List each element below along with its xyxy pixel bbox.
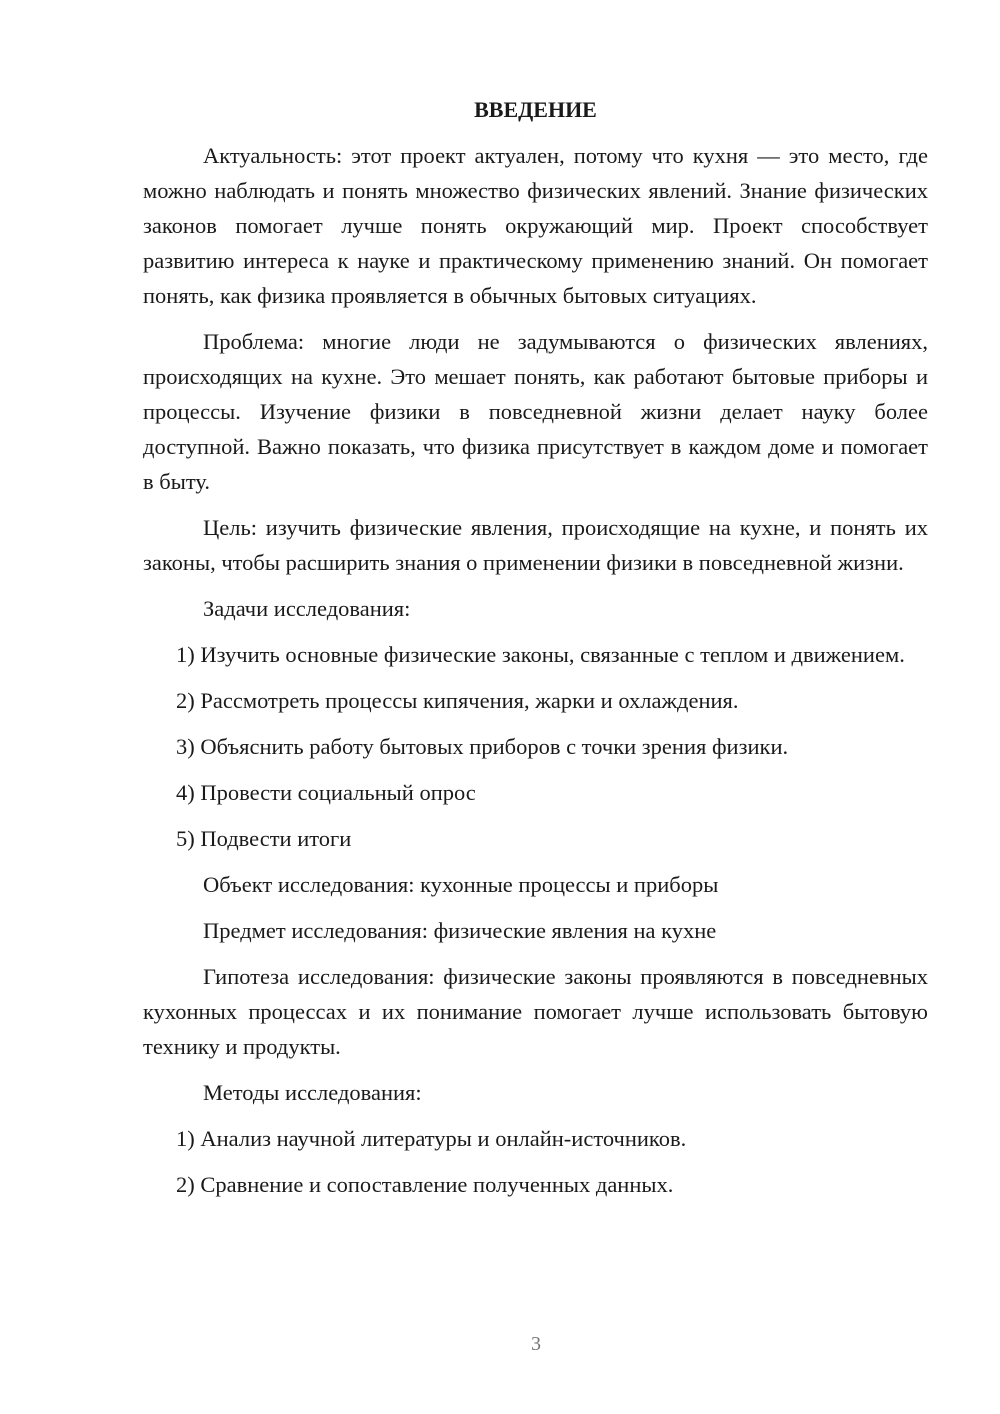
object-paragraph: Объект исследования: кухонные процессы и приборы	[203, 872, 719, 897]
page-number: 3	[531, 1333, 541, 1355]
goal-paragraph: Цель: изучить физические явления, происходящие на кухне, и понять их законы, чтобы расширить знания о применении физики в повседневной жизни.	[143, 515, 928, 575]
list-item: 1) Изучить основные физические законы, связанные с теплом и движением.	[176, 642, 905, 667]
relevance-paragraph: Актуальность: этот проект актуален, потому что кухня — это место, где можно наблюдать и понять множество физических явлений. Знание физических законов помогает лучше понять окружающий мир. Проект способствует развитию интереса к науке и практическому применению знаний. Он помогает понять, как физика проявляется в обычных бытовых ситуациях.	[143, 143, 928, 308]
page-title: ВВЕДЕНИЕ	[474, 97, 597, 122]
hypothesis-paragraph: Гипотеза исследования: физические законы проявляются в повседневных кухонных процессах и их понимание помогает лучше использовать бытовую технику и продукты.	[143, 964, 928, 1059]
tasks-heading: Задачи исследования:	[203, 596, 411, 621]
list-item: 3) Объяснить работу бытовых приборов с точки зрения физики.	[176, 734, 789, 759]
list-item: 2) Сравнение и сопоставление полученных данных.	[176, 1172, 674, 1197]
tasks-list	[143, 637, 928, 856]
list-item: 4) Провести социальный опрос	[176, 780, 476, 805]
list-item: 2) Рассмотреть процессы кипячения, жарки и охлаждения.	[176, 688, 739, 713]
page-content	[143, 92, 928, 1213]
list-item: 5) Подвести итоги	[176, 826, 352, 851]
methods-list	[143, 1121, 928, 1202]
problem-paragraph: Проблема: многие люди не задумываются о физических явлениях, происходящих на кухне. Это мешает понять, как работают бытовые приборы и процессы. Изучение физики в повседневной жизни делает науку более доступной. Важно показать, что физика присутствует в каждом доме и помогает в быту.	[143, 329, 928, 494]
methods-heading: Методы исследования:	[203, 1080, 422, 1105]
list-item: 1) Анализ научной литературы и онлайн-источников.	[176, 1126, 687, 1151]
subject-paragraph: Предмет исследования: физические явления на кухне	[203, 918, 717, 943]
